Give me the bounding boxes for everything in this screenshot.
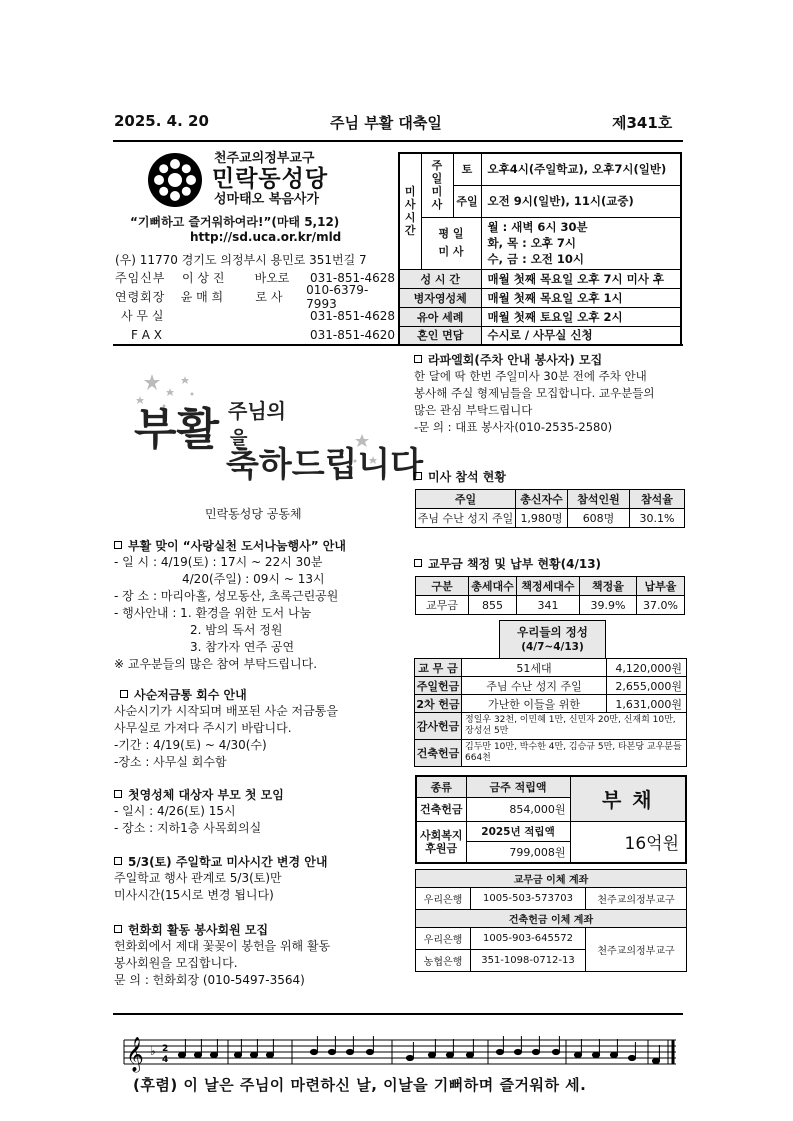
account-bank: 우리은행 (416, 888, 471, 910)
account-number: 351-1098-0712-13 (471, 950, 586, 972)
contact-list (115, 268, 397, 344)
note-head (466, 1052, 473, 1057)
note-head (250, 1052, 257, 1057)
mass-side-label: 미 사 시 간 (399, 153, 421, 269)
notice-line: -문 의 : 대표 봉사자(010-2535-2580) (414, 420, 613, 434)
schedule-row-label: 병자영성체 (399, 288, 481, 307)
table-cell: 30.1% (630, 509, 685, 528)
table-cell: 341 (517, 596, 580, 615)
table-cell: 주님 수난 성지 주일 (416, 509, 516, 528)
table-cell: 608명 (568, 509, 630, 528)
sun-time: 오전 9시(일반), 11시(교중) (481, 185, 681, 217)
issue-title: 주님 부활 대축일 (330, 114, 442, 132)
notice-line: -장소 : 사무실 회수함 (114, 755, 227, 769)
schedule-row-label: 유아 세례 (399, 307, 481, 326)
checkbox-square-icon (414, 355, 422, 363)
contact-role: 사 무 실 (121, 309, 164, 323)
schedule-row-label: 혼인 면담 (399, 326, 481, 345)
notice-line: 헌화회에서 제대 꽃꽂이 봉헌을 위해 활동 (114, 939, 331, 953)
contact-phone: 031-851-4620 (310, 327, 396, 342)
notice-line: - 장 소 : 마리아홀, 성모동산, 초록근린공원 (114, 589, 339, 603)
contact-phone: 031-851-4628 (310, 270, 396, 285)
notice-title: 부활 맞이 “사랑실천 도서나눔행사” 안내 (114, 537, 389, 554)
note-head (532, 1049, 539, 1054)
table-header: 납부율 (637, 577, 685, 596)
notice-line: 4/20(주일) : 09시 ~ 13시 (182, 572, 325, 586)
building-offering-names: 김두만 10만, 박수한 4만, 김승규 5만, 타본당 교우분들 664천 (462, 740, 687, 767)
table-cell: 37.0% (637, 596, 685, 615)
contact-name: 이 상 진 (182, 271, 225, 285)
offerings-period: (4/7~4/13) (521, 641, 584, 653)
hymn-score (120, 1024, 680, 1074)
issue-number: 제341호 (612, 114, 673, 132)
notice-title: 5/3(토) 주일학교 미사시간 변경 안내 (114, 853, 389, 870)
notice-line: - 장소 : 지하1층 사목회의실 (114, 821, 262, 835)
savings-amount: 854,000원 (466, 797, 570, 821)
table-header: 참석율 (630, 490, 685, 509)
note-head (234, 1052, 241, 1057)
offering-label: 주일헌금 (415, 677, 462, 695)
checkbox-square-icon (414, 559, 422, 567)
parish-patron: 성마태오 복음사가 (214, 192, 319, 207)
diocese-name: 천주교의정부교구 (214, 151, 315, 166)
offering-label: 2차 헌금 (415, 695, 462, 713)
account-section-title: 건축헌금 이체 계좌 (416, 910, 687, 928)
note-head (552, 1049, 559, 1054)
welfare-label: 사회복지 후원금 (416, 821, 466, 863)
note-head (574, 1052, 581, 1057)
attendance-title: 미사 참석 현황 (414, 468, 506, 485)
table-cell: 교무금 (416, 596, 469, 615)
table-header: 금주 적립액 (466, 776, 570, 797)
offering-desc: 주님 수난 성지 주일 (462, 677, 607, 695)
note-head (366, 1049, 373, 1054)
sat-label: 토 (453, 153, 481, 185)
contact-phone: 031-851-4628 (310, 308, 396, 323)
footer-rule (113, 1013, 683, 1015)
note-head (592, 1052, 599, 1057)
notice-line: 3. 참가자 연주 공연 (190, 640, 295, 654)
account-number: 1005-503-573703 (471, 888, 586, 910)
contact-title: 바오로 (254, 271, 290, 285)
notice-line: - 일시 : 4/26(토) 15시 (114, 804, 236, 818)
weekday-time: 수, 금 : 오전 10시 (487, 252, 585, 266)
notice-title: 헌화회 활동 봉사회원 모집 (114, 921, 389, 938)
svg-text:축하드립니다: 축하드립니다 (226, 445, 424, 485)
note-head (210, 1052, 217, 1057)
offering-desc: 51세대 (462, 659, 607, 677)
schedule-row-value: 수시로 / 사무실 신청 (481, 326, 681, 345)
note-head (628, 1055, 635, 1060)
table-header: 주일 (416, 490, 516, 509)
notice-line: - 일 시 : 4/19(토) : 17시 ~ 22시 30분 (114, 555, 323, 569)
parish-logo-icon (147, 152, 203, 208)
parish-name: 민락동성당 (212, 166, 329, 192)
svg-text:부활: 부활 (134, 404, 220, 455)
contact-role: F A X (131, 327, 162, 342)
account-bank: 우리은행 (416, 928, 471, 950)
svg-text:𝄞: 𝄞 (126, 1037, 144, 1072)
issue-date: 2025. 4. 20 (114, 112, 209, 130)
notice-line: 문 의 : 헌화회장 (010-5497-3564) (114, 973, 305, 987)
notice-line: 봉사회원을 모집합니다. (114, 956, 238, 970)
notice-title: 사순저금통 회수 안내 (114, 686, 389, 703)
note-head (310, 1049, 317, 1054)
notice-title: 첫영성체 대상자 부모 첫 모임 (114, 786, 389, 803)
header-rule (113, 140, 683, 142)
offerings-title: 우리들의 정성 (517, 625, 588, 639)
table-cell: 855 (469, 596, 517, 615)
welfare-header: 2025년 적립액 (466, 821, 570, 841)
account-bank: 농협은행 (416, 950, 471, 972)
raphael-notice (414, 351, 684, 436)
savings-label: 건축헌금 (416, 797, 466, 821)
notice-line: ※ 교우분들의 많은 참여 부탁드립니다. (114, 657, 318, 671)
notice-line: 사순시기가 시작되며 배포된 사순 저금통을 (114, 704, 338, 718)
notice-line: 많은 관심 부탁드립니다 (414, 403, 533, 417)
accounts-table (415, 869, 687, 972)
schedule-row-label: 성 시 간 (399, 269, 481, 288)
schedule-row-value: 매월 첫째 목요일 오후 1시 (481, 288, 681, 307)
svg-text:을: 을 (230, 428, 248, 449)
contact-role: 주임신부 (115, 271, 166, 285)
weekday-time: 화, 목 : 오후 7시 (487, 236, 577, 250)
dues-title: 교무금 책정 및 납부 현황(4/13) (414, 555, 601, 572)
account-holder: 천주교의정부교구 (586, 928, 687, 972)
sat-time: 오후4시(주일학교), 오후7시(일반) (481, 153, 681, 185)
contact-name: 윤 매 희 (180, 290, 224, 304)
table-header: 구분 (416, 577, 469, 596)
svg-text:4: 4 (162, 1055, 169, 1065)
sun-label: 주일 (453, 185, 481, 217)
notice-line: 한 달에 딱 한번 주일미사 30분 전에 주차 안내 (414, 369, 647, 383)
note-head (178, 1052, 185, 1057)
weekday-label: 평 일 미 사 (421, 217, 481, 269)
parish-address: (우) 11770 경기도 의정부시 용민로 351번길 7 (115, 253, 367, 267)
offerings-header (499, 620, 606, 658)
notice-line: - 행사안내 : 1. 환경을 위한 도서 나눔 (114, 606, 312, 620)
notice-line: 미사시간(15시로 변경 됩니다) (114, 888, 274, 902)
notices-left (114, 537, 389, 989)
svg-text:2: 2 (162, 1044, 169, 1054)
offering-desc: 가난한 이들을 위한 (462, 695, 607, 713)
note-head (514, 1049, 521, 1054)
contact-role: 연령회장 (115, 290, 166, 304)
contact-row (115, 306, 397, 325)
offering-label: 건축헌금 (415, 740, 462, 767)
account-number: 1005-903-645572 (471, 928, 586, 950)
dues-table (415, 576, 685, 615)
offering-amount: 2,655,000원 (607, 677, 687, 695)
note-head (328, 1049, 335, 1054)
parish-motto: “기뻐하고 즐거워하여라!”(마태 5,12) (130, 215, 340, 229)
table-header: 종류 (416, 776, 466, 797)
checkbox-square-icon (114, 541, 122, 549)
table-header: 책정세대수 (517, 577, 580, 596)
schedule-row-value: 매월 첫째 목요일 오후 7시 미사 후 (481, 269, 681, 288)
community-signature: 민락동성당 공동체 (205, 507, 302, 521)
parish-url[interactable]: http://sd.uca.or.kr/mld (190, 230, 342, 244)
section-rule (113, 344, 683, 346)
notice-line: 2. 밤의 독서 정원 (190, 623, 283, 637)
notice-line: 주일학교 행사 관계로 5/3(토)만 (114, 871, 282, 885)
weekday-time: 월 : 새벽 6시 30분 (487, 220, 588, 234)
note-head (194, 1052, 201, 1057)
checkbox-square-icon (120, 690, 128, 698)
contact-row (115, 325, 397, 344)
checkbox-square-icon (114, 790, 122, 798)
hymn-lyrics: (후렴) 이 날은 주님이 마련하신 날, 이날을 기뻐하며 즐거워하 세. (133, 1076, 587, 1094)
svg-text:♭: ♭ (150, 1044, 156, 1058)
checkbox-square-icon (114, 857, 122, 865)
weekday-times (481, 217, 681, 269)
offering-amount: 4,120,000원 (607, 659, 687, 677)
svg-text:주님의: 주님의 (228, 399, 286, 423)
note-head (610, 1052, 617, 1057)
table-header: 총신자수 (516, 490, 568, 509)
savings-amount: 799,008원 (466, 841, 570, 863)
sunday-mass-label: 주 일 미 사 (421, 153, 453, 217)
contact-title: 로 사 (255, 290, 283, 304)
table-cell: 1,980명 (516, 509, 568, 528)
note-head (428, 1052, 435, 1057)
attendance-table (415, 489, 685, 528)
debt-label: 부 채 (570, 776, 686, 821)
notice-line: 사무실로 가져다 주시기 바랍니다. (114, 721, 292, 735)
table-header: 총세대수 (469, 577, 517, 596)
notice-title: 라파엘회(주차 안내 봉사자) 모집 (414, 351, 684, 368)
note-head (446, 1052, 453, 1057)
note-head (266, 1052, 273, 1057)
checkbox-square-icon (414, 472, 422, 480)
note-head (496, 1049, 503, 1054)
thanks-offering-names: 정일우 32천, 이민혜 1만, 신민자 20만, 신재희 10만, 장성선 5만 (462, 713, 687, 740)
easter-greeting-art (130, 366, 424, 496)
debt-amount: 16억원 (570, 821, 686, 863)
account-section-title: 교무금 이체 계좌 (416, 870, 687, 888)
notice-line: -기간 : 4/19(토) ~ 4/30(수) (114, 738, 267, 752)
note-head (652, 1058, 659, 1063)
contact-phone: 010-6379-7993 (306, 282, 369, 311)
offering-label: 교 무 금 (415, 659, 462, 677)
mass-schedule-table (398, 152, 682, 346)
table-header: 참석인원 (568, 490, 630, 509)
table-header: 책정율 (580, 577, 637, 596)
schedule-row-value: 매월 첫째 토요일 오후 2시 (481, 307, 681, 326)
note-head (406, 1055, 413, 1060)
checkbox-square-icon (114, 925, 122, 933)
offerings-block (414, 620, 687, 765)
savings-table (415, 775, 687, 864)
account-holder: 천주교의정부교구 (586, 888, 687, 910)
offerings-table (414, 658, 687, 767)
notice-line: 봉사해 주실 형제님들을 모집합니다. 교우분들의 (414, 386, 655, 400)
contact-row (115, 282, 397, 311)
offering-label: 감사헌금 (415, 713, 462, 740)
table-cell: 39.9% (580, 596, 637, 615)
note-head (346, 1049, 353, 1054)
offering-amount: 1,631,000원 (607, 695, 687, 713)
